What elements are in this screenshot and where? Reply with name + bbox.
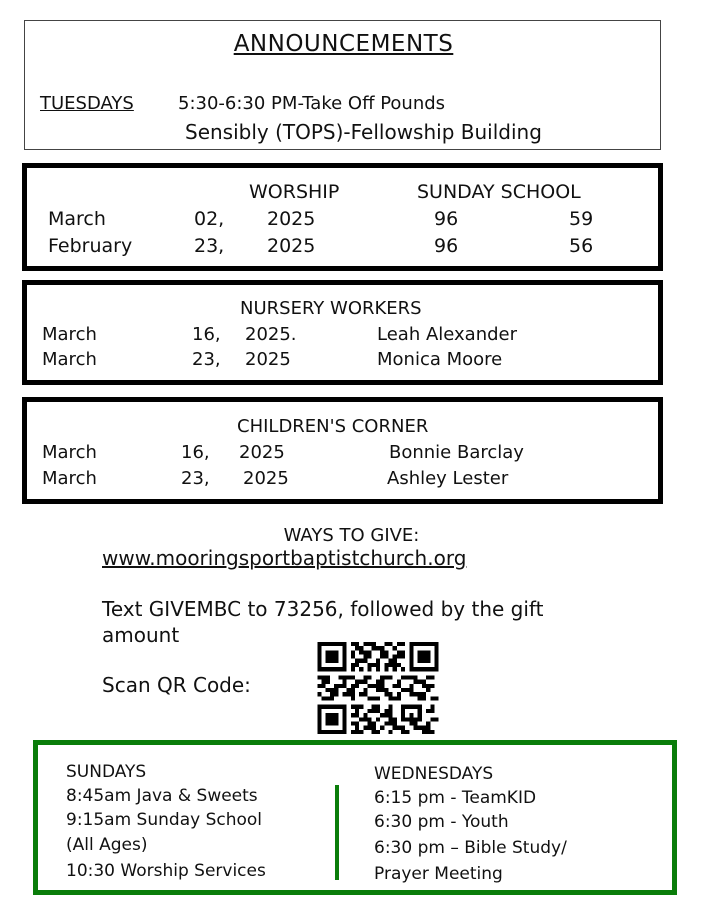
attendance-day: 23, — [194, 235, 225, 257]
childrens-teacher-name: Ashley Lester — [387, 468, 509, 489]
childrens-year: 2025 — [243, 468, 289, 489]
weekly-schedule-box — [33, 740, 677, 895]
attendance-month: March — [48, 208, 106, 230]
announcement-line-1: 5:30-6:30 PM-Take Off Pounds — [178, 93, 446, 114]
church-website-link[interactable]: www.mooringsportbaptistchurch.org — [102, 546, 467, 570]
announcement-day: TUESDAYS — [40, 93, 134, 114]
childrens-day: 23, — [181, 468, 210, 489]
qr-code-icon[interactable] — [317, 642, 439, 734]
text-to-give-line-1: Text GIVEMBC to 73256, followed by the gift — [102, 597, 544, 621]
sunday-item: 8:45am Java & Sweets — [66, 786, 258, 806]
scan-qr-label: Scan QR Code: — [102, 673, 251, 697]
sunday-school-count: 56 — [569, 235, 594, 257]
childrens-teacher-name: Bonnie Barclay — [389, 442, 524, 463]
text-to-give-line-2: amount — [102, 623, 180, 647]
announcements-title: ANNOUNCEMENTS — [233, 31, 454, 57]
wednesday-item: Prayer Meeting — [374, 864, 503, 884]
childrens-year: 2025 — [239, 442, 285, 463]
childrens-day: 16, — [181, 442, 210, 463]
wednesdays-title: WEDNESDAYS — [374, 764, 494, 784]
worship-header: WORSHIP — [249, 181, 340, 203]
sundays-title: SUNDAYS — [66, 762, 147, 782]
attendance-day: 02, — [194, 208, 225, 230]
attendance-box — [22, 163, 663, 271]
nursery-day: 23, — [192, 349, 221, 370]
nursery-month: March — [42, 324, 97, 345]
nursery-worker-name: Leah Alexander — [377, 324, 518, 345]
childrens-month: March — [42, 442, 97, 463]
childrens-corner-box — [22, 397, 663, 504]
wednesday-item: 6:30 pm – Bible Study/ — [374, 838, 567, 858]
childrens-corner-title: CHILDREN'S CORNER — [237, 416, 429, 437]
sunday-item: 10:30 Worship Services — [66, 861, 266, 881]
wednesday-item: 6:30 pm - Youth — [374, 812, 509, 832]
worship-count: 96 — [434, 235, 459, 257]
ways-to-give-title: WAYS TO GIVE: — [283, 525, 420, 546]
announcements-box — [24, 20, 661, 150]
nursery-title: NURSERY WORKERS — [240, 298, 422, 319]
worship-count: 96 — [434, 208, 459, 230]
nursery-workers-box — [22, 280, 663, 385]
attendance-year: 2025 — [267, 235, 316, 257]
attendance-month: February — [48, 235, 133, 257]
nursery-worker-name: Monica Moore — [377, 349, 503, 370]
schedule-divider — [335, 785, 339, 880]
sunday-school-header: SUNDAY SCHOOL — [417, 181, 581, 203]
nursery-year: 2025. — [245, 324, 297, 345]
nursery-year: 2025 — [245, 349, 291, 370]
childrens-month: March — [42, 468, 97, 489]
sunday-school-count: 59 — [569, 208, 594, 230]
nursery-day: 16, — [192, 324, 221, 345]
announcement-line-2: Sensibly (TOPS)-Fellowship Building — [185, 120, 542, 144]
sunday-item: 9:15am Sunday School — [66, 810, 263, 830]
attendance-year: 2025 — [267, 208, 316, 230]
wednesday-item: 6:15 pm - TeamKID — [374, 788, 537, 808]
nursery-month: March — [42, 349, 97, 370]
sunday-item: (All Ages) — [66, 835, 148, 855]
